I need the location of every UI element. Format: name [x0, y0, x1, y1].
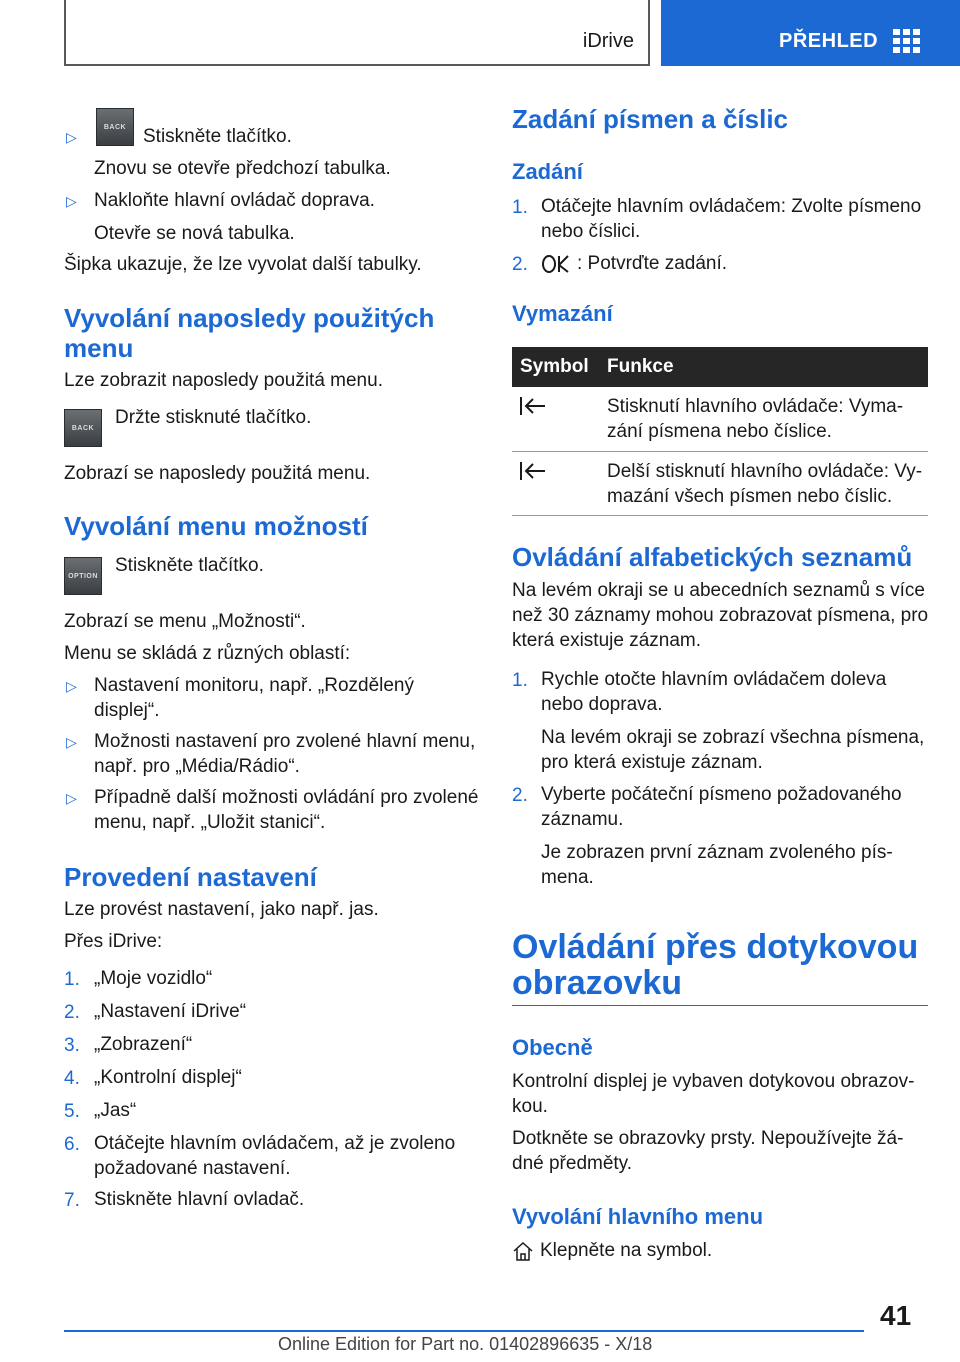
options-bullet-3-l1: Případně další možnosti ovládání pro zvolené	[94, 787, 479, 808]
bullet-triangle-icon: ▷	[66, 129, 77, 145]
alphabet-step-num: 2.	[512, 785, 528, 806]
input-step-1-l1: Otáčejte hlavním ovládačem: Zvolte písmeno	[541, 196, 922, 217]
alphabet-step-1-l2: nebo doprava.	[541, 694, 663, 715]
options-bullet-1-l1: Nastavení monitoru, např. „Rozdělený	[94, 675, 414, 696]
step2-result: Otevře se nová tabulka.	[94, 223, 295, 244]
settings-via-idrive: Přes iDrive:	[64, 931, 163, 952]
step2-text: Nakloňte hlavní ovládač doprava.	[94, 190, 375, 211]
bullet-triangle-icon: ▷	[66, 193, 77, 209]
settings-step-num: 5.	[64, 1101, 80, 1122]
bullet-triangle-icon: ▷	[66, 734, 77, 750]
settings-step-num: 2.	[64, 1002, 80, 1023]
settings-step-num: 1.	[64, 969, 80, 990]
home-icon	[512, 1240, 534, 1262]
options-bullet-1-l2: displej“.	[94, 700, 160, 721]
input-step-num: 1.	[512, 197, 528, 218]
section-title-alphabet-lists: Ovládání alfabetických seznamů	[512, 542, 913, 572]
general-p2-l2: dné předměty.	[512, 1153, 633, 1174]
options-bullet-2-l2: např. pro „Média/Rádio“.	[94, 756, 300, 777]
header-chapter-box	[64, 0, 650, 66]
input-step-1-l2: nebo číslici.	[541, 221, 641, 242]
settings-step-num: 6.	[64, 1134, 80, 1155]
general-p1-l2: kou.	[512, 1096, 548, 1117]
subsection-title-general: Obecně	[512, 1035, 593, 1060]
section-title-recent-menus-2: menu	[64, 333, 134, 363]
alphabet-step-1-result-l2: pro která existuje záznam.	[541, 752, 763, 773]
table-row-1-l2: zání písmena nebo číslice.	[607, 421, 832, 442]
settings-step-num: 3.	[64, 1035, 80, 1056]
settings-step-5: „Jas“	[94, 1100, 137, 1121]
settings-intro: Lze provést nastavení, jako např. jas.	[64, 899, 379, 920]
recent-menus-result: Zobrazí se naposledy použitá menu.	[64, 463, 371, 484]
chapter-title-touchscreen-l2: obrazovku	[512, 964, 683, 1002]
table-header-symbol: Symbol	[520, 356, 589, 377]
main-menu-instruction: Klepněte na symbol.	[540, 1240, 713, 1261]
alphabet-intro-l1: Na levém okraji se u abecedních seznamů s více	[512, 580, 925, 601]
delete-char-icon	[518, 395, 548, 417]
table-header	[512, 347, 928, 387]
alphabet-step-2-result-l2: mena.	[541, 867, 594, 888]
settings-step-7: Stiskněte hlavní ovladač.	[94, 1189, 305, 1210]
settings-step-num: 4.	[64, 1068, 80, 1089]
subsection-title-input: Zadání	[512, 159, 583, 184]
table-divider	[512, 451, 928, 452]
chapter-title-touchscreen-l1: Ovládání přes dotykovou	[512, 928, 919, 966]
table-row-1-l1: Stisknutí hlavního ovládače: Vyma-	[607, 396, 904, 417]
alphabet-step-2-result-l1: Je zobrazen první záznam zvoleného pís-	[541, 842, 893, 863]
option-button-icon: OPTION	[64, 557, 102, 595]
settings-step-num: 7.	[64, 1190, 80, 1211]
bullet-triangle-icon: ▷	[66, 790, 77, 806]
header-section-title: PŘEHLED	[779, 30, 879, 52]
arrow-note: Šipka ukazuje, že lze vyvolat další tabulky.	[64, 254, 422, 275]
footer-rule	[64, 1330, 864, 1332]
alphabet-intro-l2: než 30 záznamy mohou zobrazovat písmena, pro	[512, 605, 929, 626]
section-title-letters-digits: Zadání písmen a číslic	[512, 104, 788, 134]
table-row-2-l2: mazání všech písmen nebo číslic.	[607, 486, 893, 507]
section-title-recent-menus-1: Vyvolání naposledy použitých	[64, 303, 435, 333]
options-bullet-2-l1: Možnosti nastavení pro zvolené hlavní menu,	[94, 731, 476, 752]
subsection-title-main-menu: Vyvolání hlavního menu	[512, 1204, 764, 1229]
settings-step-3: „Zobrazení“	[94, 1034, 193, 1055]
settings-step-1: „Moje vozidlo“	[94, 968, 213, 989]
options-result: Zobrazí se menu „Možnosti“.	[64, 611, 306, 632]
general-p2-l1: Dotkněte se obrazovky prsty. Nepoužívejte žá-	[512, 1128, 904, 1149]
recent-menus-intro: Lze zobrazit naposledy použitá menu.	[64, 370, 383, 391]
chapter-title-rule	[512, 1005, 928, 1006]
alphabet-intro-l3: která existuje záznam.	[512, 630, 702, 651]
step1-text: Stiskněte tlačítko.	[143, 126, 292, 147]
subsection-title-delete: Vymazání	[512, 301, 613, 326]
settings-step-4: „Kontrolní displej“	[94, 1067, 242, 1088]
alphabet-step-num: 1.	[512, 670, 528, 691]
alphabet-step-2-l2: záznamu.	[541, 809, 624, 830]
table-header-function: Funkce	[607, 356, 674, 377]
general-p1-l1: Kontrolní displej je vybaven dotykovou obrazov-	[512, 1071, 915, 1092]
settings-step-6-l2: požadované nastavení.	[94, 1158, 291, 1179]
page-number: 41	[880, 1300, 912, 1331]
table-row-2-l1: Delší stisknutí hlavního ovládače: Vy-	[607, 461, 923, 482]
settings-step-6-l1: Otáčejte hlavním ovládačem, až je zvoleno	[94, 1133, 456, 1154]
recent-menus-instruction: Držte stisknuté tlačítko.	[115, 407, 312, 428]
back-button-icon: BACK	[64, 409, 102, 447]
footer-edition: Online Edition for Part no. 01402896635 - X/18	[278, 1334, 653, 1354]
delete-all-icon	[518, 460, 548, 482]
step1-result: Znovu se otevře předchozí tabulka.	[94, 158, 391, 179]
header-chapter-title: iDrive	[582, 30, 634, 52]
ok-icon	[541, 253, 573, 275]
alphabet-step-1-result-l1: Na levém okraji se zobrazí všechna písmena,	[541, 727, 925, 748]
input-step-num: 2.	[512, 254, 528, 275]
section-title-settings: Provedení nastavení	[64, 862, 317, 892]
grid-icon	[893, 29, 921, 53]
alphabet-step-1-l1: Rychle otočte hlavním ovládačem doleva	[541, 669, 887, 690]
section-title-options-menu: Vyvolání menu možností	[64, 511, 368, 541]
alphabet-step-2-l1: Vyberte počáteční písmeno požadovaného	[541, 784, 902, 805]
input-step-2-text: : Potvrďte zadání.	[577, 253, 728, 274]
table-divider	[512, 515, 928, 516]
options-areas-intro: Menu se skládá z různých oblastí:	[64, 643, 351, 664]
options-bullet-3-l2: menu, např. „Uložit stanici“.	[94, 812, 326, 833]
settings-step-2: „Nastavení iDrive“	[94, 1001, 247, 1022]
bullet-triangle-icon: ▷	[66, 678, 77, 694]
back-button-icon: BACK	[96, 108, 134, 146]
options-instruction: Stiskněte tlačítko.	[115, 555, 264, 576]
